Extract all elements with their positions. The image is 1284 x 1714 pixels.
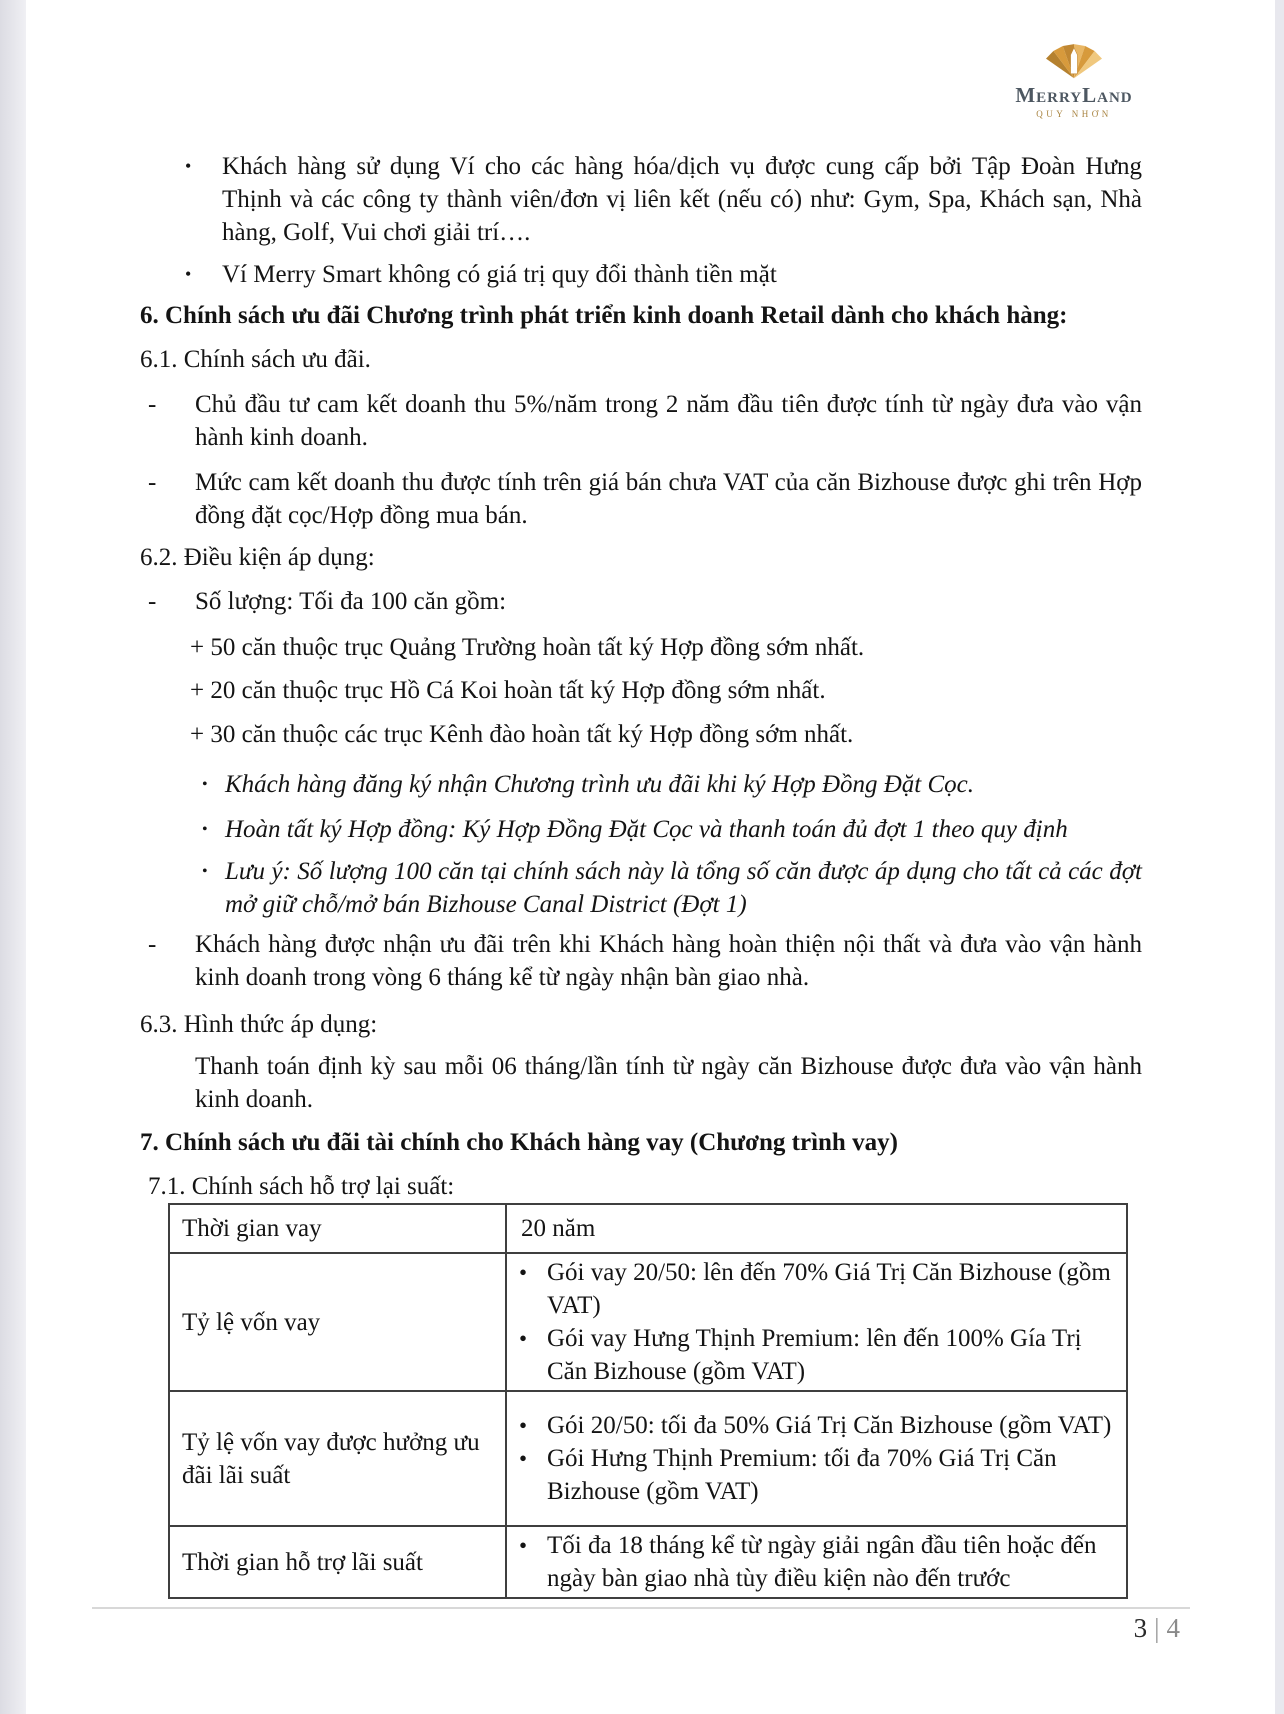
footer-divider — [92, 1607, 1190, 1609]
section-6-1-title: 6.1. Chính sách ưu đãi. — [140, 346, 371, 373]
section-6-heading: 6. Chính sách ưu đãi Chương trình phát triển kinh doanh Retail dành cho khách hàng: — [140, 302, 1068, 329]
plus-item-text: + 20 căn thuộc trục Hồ Cá Koi hoàn tất ký Hợp đồng sớm nhất. — [190, 677, 826, 704]
section-6-3-paragraph: Thanh toán định kỳ sau mỗi 06 tháng/lần tính từ ngày căn Bizhouse được đưa vào vận hành kinh doanh. — [195, 1053, 1142, 1113]
page-number-current: 3 — [1133, 1613, 1148, 1643]
table-row-label: Thời gian vay — [169, 1204, 506, 1253]
bullet-icon: • — [519, 1533, 528, 1558]
table-cell-text: 20 năm — [521, 1215, 596, 1242]
table-cell-text: Gói 20/50: tối đa 50% Giá Trị Căn Bizhouse (gồm VAT) — [547, 1412, 1112, 1439]
section-6-3-title: 6.3. Hình thức áp dụng: — [140, 1011, 378, 1038]
italic-note-text: Lưu ý: Số lượng 100 căn tại chính sách này là tổng số căn được áp dụng cho tất cả các đợt mở giữ chỗ/mở bán Bizhouse Canal District (Đợt 1) — [225, 858, 1142, 918]
logo-brand-text: MerryLand — [1015, 83, 1133, 107]
italic-note-text: Hoàn tất ký Hợp đồng: Ký Hợp Đồng Đặt Cọc và thanh toán đủ đợt 1 theo quy định — [225, 816, 1068, 843]
table-row — [169, 1204, 1127, 1253]
plus-item-text: + 30 căn thuộc các trục Kênh đào hoàn tất ký Hợp đồng sớm nhất. — [190, 721, 854, 748]
table-cell-text: Gói vay 20/50: lên đến 70% Giá Trị Căn Bizhouse (gồm VAT) — [547, 1259, 1111, 1319]
page-number-total: 4 — [1166, 1613, 1180, 1643]
bullet-icon: • — [185, 264, 192, 284]
page-number-separator: | — [1154, 1613, 1160, 1643]
table-cell-text: Gói Hưng Thịnh Premium: tối đa 70% Giá Trị Căn Bizhouse (gồm VAT) — [547, 1445, 1057, 1505]
table-bullet-item — [507, 1256, 1120, 1322]
section-7-heading: 7. Chính sách ưu đãi tài chính cho Khách hàng vay (Chương trình vay) — [140, 1129, 898, 1156]
bullet-icon: • — [519, 1413, 528, 1438]
viewer-right-edge — [1275, 0, 1284, 1714]
table-bullet-item — [507, 1529, 1120, 1595]
table-bullet-item — [507, 1442, 1120, 1508]
table-row-value — [506, 1526, 1127, 1598]
bullet-icon: • — [519, 1326, 528, 1351]
page-number — [1134, 1613, 1180, 1644]
table-row-label: Tỷ lệ vốn vay được hưởng ưu đãi lãi suất — [169, 1391, 506, 1526]
list-item — [140, 258, 1142, 291]
section-7-1-title: 7.1. Chính sách hỗ trợ lại suất: — [148, 1173, 455, 1200]
dash-icon: - — [148, 469, 157, 496]
bullet-icon: • — [202, 776, 208, 793]
table-row-label: Tỷ lệ vốn vay — [169, 1253, 506, 1391]
plus-item-text: + 50 căn thuộc trục Quảng Trường hoàn tất ký Hợp đồng sớm nhất. — [190, 634, 865, 661]
table-bullet-item — [507, 1409, 1120, 1442]
table-cell-text: Tối đa 18 tháng kể từ ngày giải ngân đầu tiên hoặc đến ngày bàn giao nhà tùy điều kiện nào đến trước — [547, 1532, 1097, 1592]
list-item — [140, 813, 1142, 846]
dash-item-text: Số lượng: Tối đa 100 căn gồm: — [195, 588, 507, 615]
bullet-icon: • — [202, 863, 208, 880]
list-item — [140, 388, 1142, 454]
bullet-icon: • — [519, 1446, 528, 1471]
dash-item-text: Mức cam kết doanh thu được tính trên giá bán chưa VAT của căn Bizhouse được ghi trên Hợp đồng đặt cọc/Hợp đồng mua bán. — [195, 469, 1142, 529]
table-row-label: Thời gian hỗ trợ lãi suất — [169, 1526, 506, 1598]
section-6-2-title: 6.2. Điều kiện áp dụng: — [140, 544, 375, 571]
list-item — [140, 928, 1142, 994]
italic-note-text: Khách hàng đăng ký nhận Chương trình ưu đãi khi ký Hợp Đồng Đặt Cọc. — [225, 771, 975, 798]
table-row-value — [506, 1253, 1127, 1391]
loan-policy-table — [168, 1203, 1128, 1599]
dash-item-text: Chủ đầu tư cam kết doanh thu 5%/năm trong 2 năm đầu tiên được tính từ ngày đưa vào vận hành kinh doanh. — [195, 391, 1142, 451]
dash-icon: - — [148, 391, 157, 418]
list-item — [140, 585, 1142, 618]
list-item — [140, 150, 1142, 249]
list-item — [140, 768, 1142, 801]
table-row — [169, 1253, 1127, 1391]
table-row-value — [506, 1204, 1127, 1253]
document-content — [140, 150, 1142, 1599]
intro-bullet-text: Khách hàng sử dụng Ví cho các hàng hóa/dịch vụ được cung cấp bởi Tập Đoàn Hưng Thịnh và các công ty thành viên/đơn vị liên kết (nếu có) như: Gym, Spa, Khách sạn, Nhà hàng, Golf, Vui chơi giải trí…. — [222, 153, 1142, 246]
bullet-icon: • — [202, 821, 208, 838]
logo-region-text: QUY NHƠN — [1036, 109, 1112, 119]
list-item — [140, 466, 1142, 532]
table-row — [169, 1526, 1127, 1598]
intro-bullet-text: Ví Merry Smart không có giá trị quy đổi thành tiền mặt — [222, 261, 777, 288]
table-bullet-item — [507, 1322, 1120, 1388]
merryland-logo — [1008, 36, 1140, 119]
merryland-logo-icon — [1008, 36, 1140, 81]
dash-icon: - — [148, 588, 157, 615]
dash-item-text: Khách hàng được nhận ưu đãi trên khi Khách hàng hoàn thiện nội thất và đưa vào vận hành kinh doanh trong vòng 6 tháng kể từ ngày nhận bàn giao nhà. — [195, 931, 1142, 991]
bullet-icon: • — [185, 156, 192, 176]
table-row-value — [506, 1391, 1127, 1526]
viewer-left-edge — [0, 0, 26, 1714]
table-row — [169, 1391, 1127, 1526]
dash-icon: - — [148, 931, 157, 958]
list-item — [140, 855, 1142, 921]
bullet-icon: • — [519, 1260, 528, 1285]
table-cell-text: Gói vay Hưng Thịnh Premium: lên đến 100% Gía Trị Căn Bizhouse (gồm VAT) — [547, 1325, 1082, 1385]
